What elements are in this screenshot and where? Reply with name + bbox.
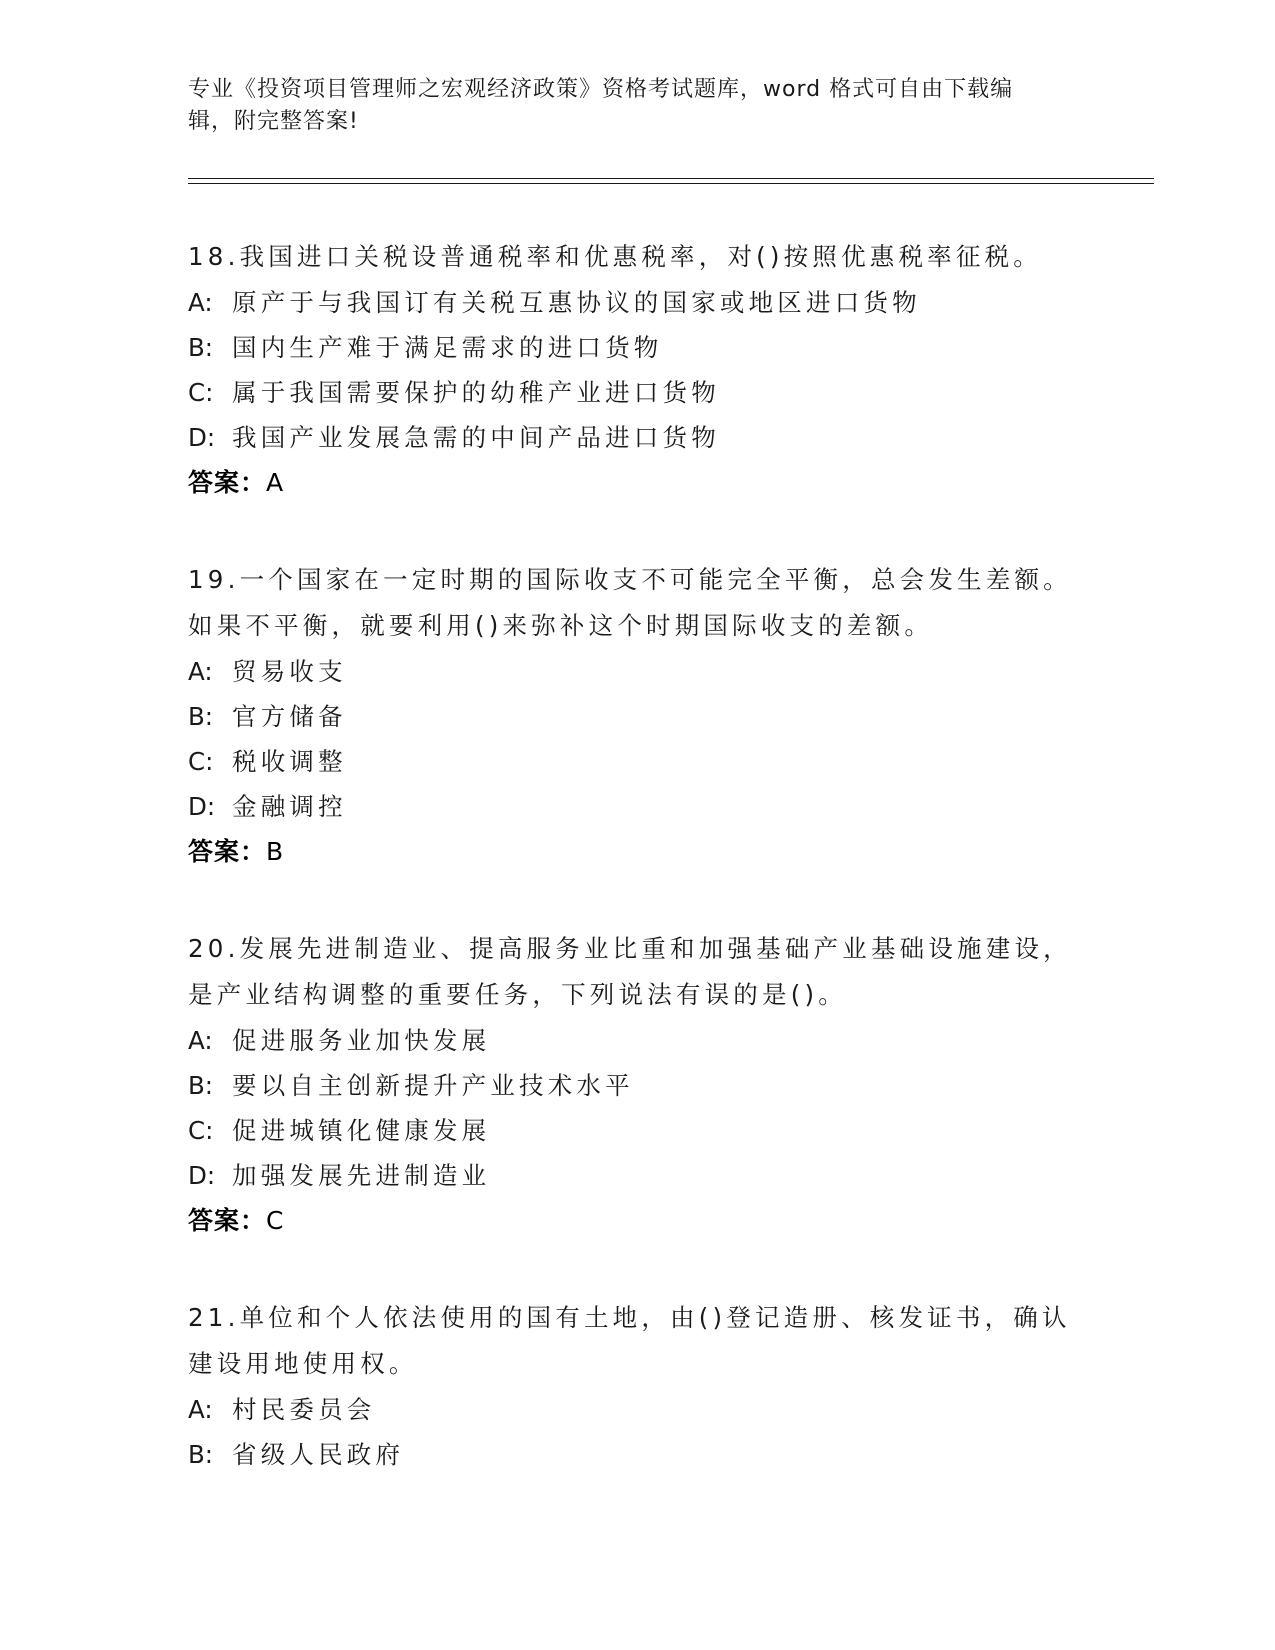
option-letter: B: bbox=[188, 1071, 214, 1100]
option-letter: D: bbox=[188, 423, 216, 452]
answer-line bbox=[188, 1198, 1088, 1244]
option-a bbox=[188, 1018, 1088, 1063]
option-d bbox=[188, 784, 1088, 829]
question-21 bbox=[188, 1295, 1088, 1477]
option-text: 金融调控 bbox=[232, 792, 347, 821]
answer-line bbox=[188, 460, 1088, 506]
question-19 bbox=[188, 557, 1088, 875]
option-c bbox=[188, 370, 1088, 415]
option-letter: C: bbox=[188, 747, 214, 776]
option-text: 属于我国需要保护的幼稚产业进口货物 bbox=[232, 378, 720, 407]
option-letter: A: bbox=[188, 1026, 213, 1055]
option-text: 促进服务业加快发展 bbox=[232, 1026, 491, 1055]
option-letter: C: bbox=[188, 1116, 214, 1145]
option-letter: C: bbox=[188, 378, 214, 407]
option-letter: B: bbox=[188, 702, 214, 731]
answer-label: 答案： bbox=[188, 468, 267, 497]
question-stem: 21.单位和个人依法使用的国有土地，由()登记造册、核发证书，确认 bbox=[188, 1303, 1071, 1332]
option-letter: D: bbox=[188, 792, 216, 821]
option-letter: B: bbox=[188, 1440, 214, 1469]
option-a bbox=[188, 280, 1088, 325]
option-b bbox=[188, 694, 1088, 739]
question-stem: 19.一个国家在一定时期的国际收支不可能完全平衡，总会发生差额。 bbox=[188, 565, 1072, 594]
question-stem-continued: 是产业结构调整的重要任务，下列说法有误的是()。 bbox=[188, 980, 847, 1009]
option-a bbox=[188, 649, 1088, 694]
question-18 bbox=[188, 234, 1088, 506]
document-header bbox=[188, 74, 1068, 138]
option-a bbox=[188, 1387, 1088, 1432]
option-text: 原产于与我国订有关税互惠协议的国家或地区进口货物 bbox=[232, 288, 921, 317]
option-text: 我国产业发展急需的中间产品进口货物 bbox=[232, 423, 720, 452]
option-text: 促进城镇化健康发展 bbox=[232, 1116, 491, 1145]
answer-value: B bbox=[266, 837, 285, 866]
option-d bbox=[188, 1153, 1088, 1198]
option-text: 官方储备 bbox=[232, 702, 347, 731]
option-b bbox=[188, 325, 1088, 370]
option-letter: A: bbox=[188, 1395, 213, 1424]
question-stem-continued: 如果不平衡，就要利用()来弥补这个时期国际收支的差额。 bbox=[188, 611, 934, 640]
answer-value: C bbox=[266, 1206, 285, 1235]
option-text: 国内生产难于满足需求的进口货物 bbox=[232, 333, 663, 362]
question-stem: 18.我国进口关税设普通税率和优惠税率，对()按照优惠税率征税。 bbox=[188, 242, 1042, 271]
answer-label: 答案： bbox=[188, 837, 267, 866]
header-divider-bottom bbox=[188, 183, 1154, 184]
question-list bbox=[188, 234, 1088, 1528]
option-text: 加强发展先进制造业 bbox=[232, 1161, 491, 1190]
option-letter: A: bbox=[188, 657, 213, 686]
option-letter: B: bbox=[188, 333, 214, 362]
option-b bbox=[188, 1432, 1088, 1477]
header-line-2: 辑，附完整答案! bbox=[188, 109, 359, 134]
answer-line bbox=[188, 829, 1088, 875]
option-text: 村民委员会 bbox=[232, 1395, 376, 1424]
header-line-1: 专业《投资项目管理师之宏观经济政策》资格考试题库，word 格式可自由下载编 bbox=[188, 77, 1014, 102]
question-stem-continued: 建设用地使用权。 bbox=[188, 1349, 418, 1378]
option-c bbox=[188, 1108, 1088, 1153]
option-letter: A: bbox=[188, 288, 213, 317]
option-c bbox=[188, 739, 1088, 784]
question-stem: 20.发展先进制造业、提高服务业比重和加强基础产业基础设施建设， bbox=[188, 934, 1072, 963]
option-text: 要以自主创新提升产业技术水平 bbox=[232, 1071, 634, 1100]
option-b bbox=[188, 1063, 1088, 1108]
option-text: 税收调整 bbox=[232, 747, 347, 776]
answer-value: A bbox=[266, 468, 285, 497]
answer-label: 答案： bbox=[188, 1206, 267, 1235]
header-divider-top bbox=[188, 178, 1154, 179]
option-letter: D: bbox=[188, 1161, 216, 1190]
option-text: 贸易收支 bbox=[232, 657, 347, 686]
option-d bbox=[188, 415, 1088, 460]
option-text: 省级人民政府 bbox=[232, 1440, 405, 1469]
question-20 bbox=[188, 926, 1088, 1244]
